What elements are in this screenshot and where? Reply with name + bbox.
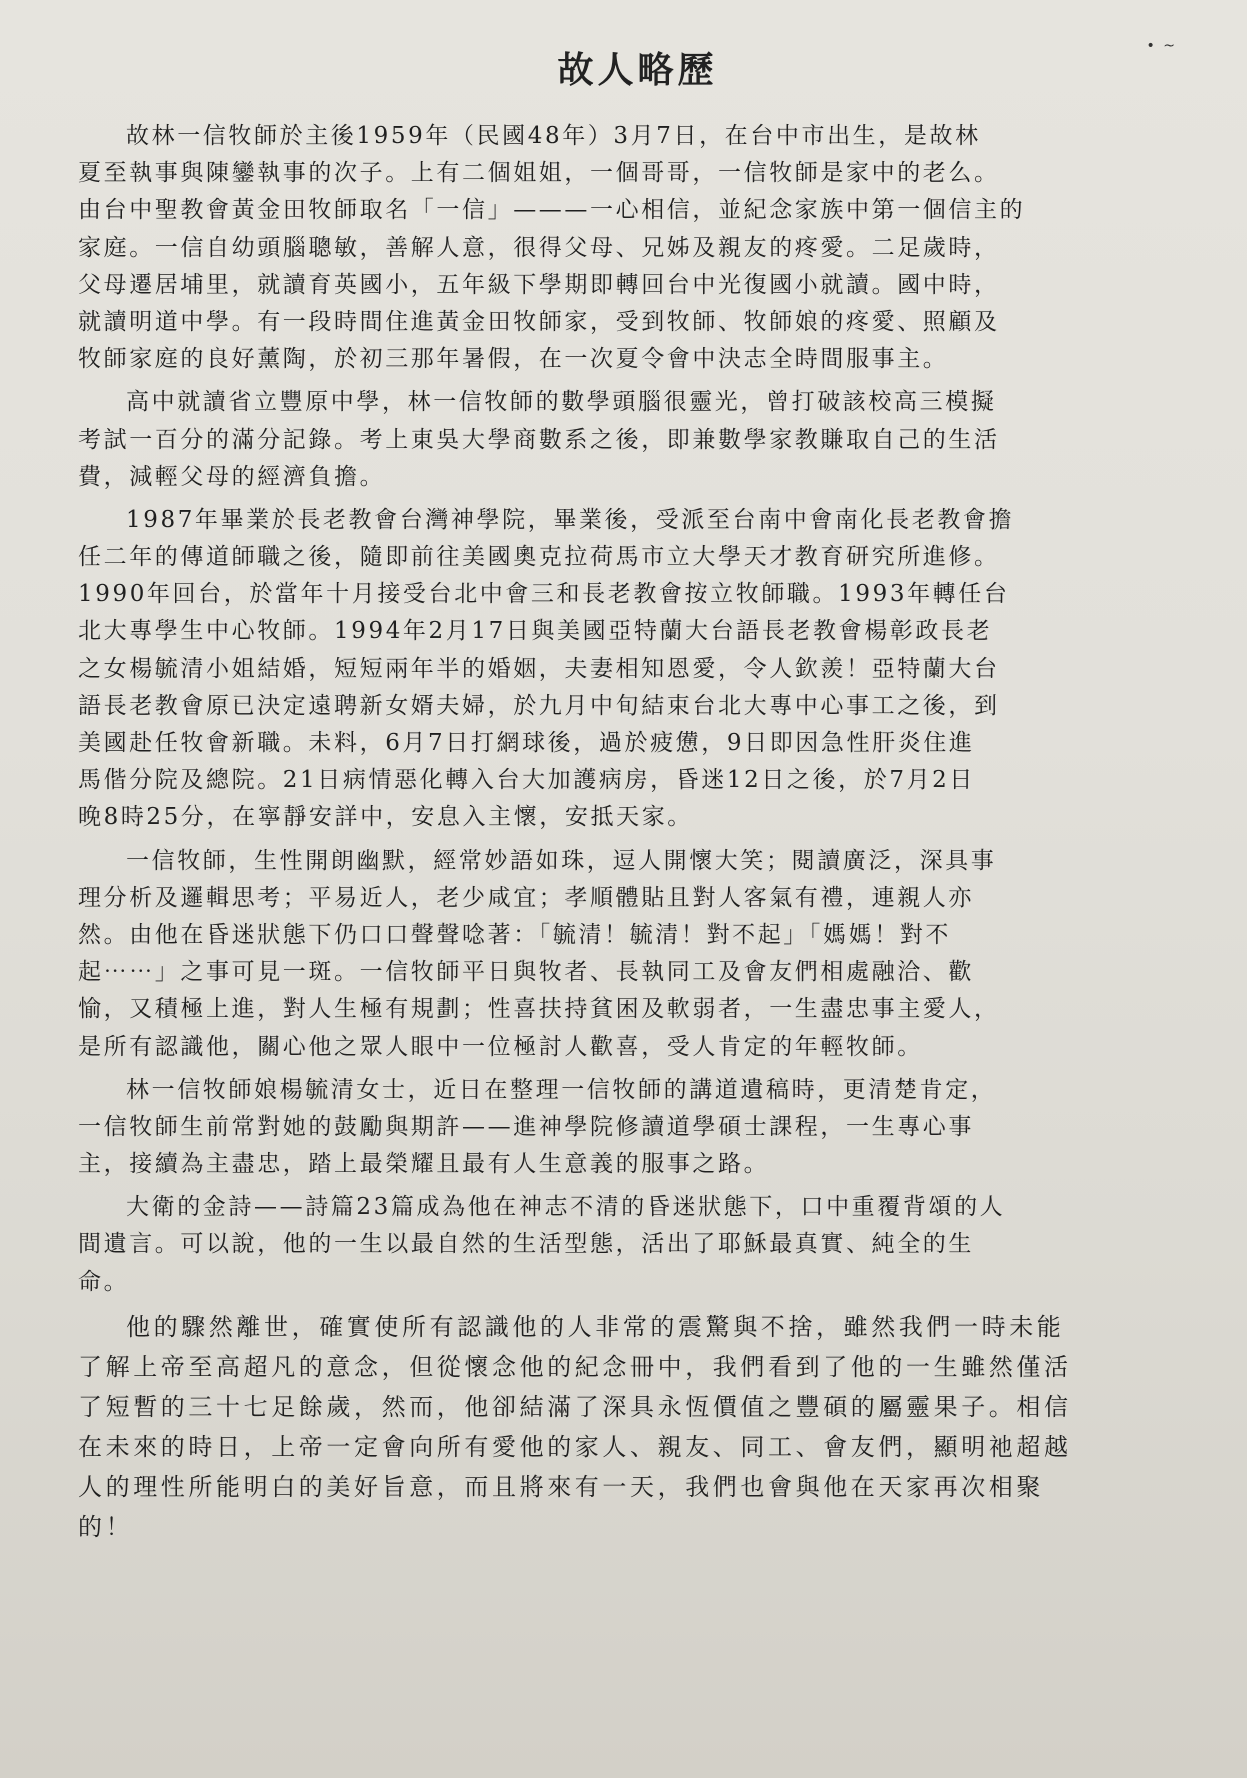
text-line: 了解上帝至高超凡的意念，但從懷念他的紀念冊中，我們看到了他的一生雖然僅活 <box>78 1352 1072 1381</box>
text-line: 1990年回台，於當年十月接受台北中會三和長老教會按立牧師職。1993年轉任台 <box>78 581 1010 608</box>
ink-speck-decoration: • ~ <box>1146 38 1177 54</box>
text-line: 在未來的時日，上帝一定會向所有愛他的家人、親友、同工、會友們，顯明祂超越 <box>78 1432 1072 1461</box>
text-line: 之女楊毓清小姐結婚，短短兩年半的婚姻，夫妻相知恩愛，令人欽羨！亞特蘭大台 <box>78 655 1000 682</box>
text-line: 美國赴任牧會新職。未料，6月7日打網球後，過於疲憊，9日即因急性肝炎住進 <box>78 730 975 756</box>
text-line: 語長老教會原已決定遠聘新女婿夫婦，於九月中旬結束台北大專中心事工之後，到 <box>78 692 1000 719</box>
text-line: 愉，又積極上進，對人生極有規劃；性喜扶持貧困及軟弱者，一生盡忠事主愛人， <box>78 996 1000 1023</box>
text-line: 一信牧師，生性開朗幽默，經常妙語如珠，逗人開懷大笑；閱讀廣泛，深具事 <box>126 847 997 874</box>
text-line: 就讀明道中學。有一段時間住進黃金田牧師家，受到牧師、牧師娘的疼愛、照顧及 <box>78 308 1000 335</box>
text-line: 理分析及邏輯思考；平易近人，老少咸宜；孝順體貼且對人客氣有禮，連親人亦 <box>78 884 974 911</box>
text-line: 然。由他在昏迷狀態下仍口口聲聲唸著：「毓清！毓清！對不起」「媽媽！對不 <box>78 921 951 948</box>
text-line: 1987年畢業於長老教會台灣神學院，畢業後，受派至台南中會南化長老教會擔 <box>126 506 1015 533</box>
text-line: 馬偕分院及總院。21日病情惡化轉入台大加護病房，昏迷12日之後，於7月2日 <box>78 767 975 794</box>
paragraph-character <box>78 843 1197 1066</box>
paragraph-closing <box>78 1307 1197 1547</box>
text-line: 起⋯⋯」之事可見一斑。一信牧師平日與牧者、長執同工及會友們相處融洽、歡 <box>78 959 974 986</box>
text-line: 夏至執事與陳鑾執事的次子。上有二個姐姐，一個哥哥，一信牧師是家中的老么。 <box>78 160 1000 187</box>
text-line: 間遺言。可以說，他的一生以最自然的生活型態，活出了耶穌最真實、純全的生 <box>78 1231 974 1258</box>
text-line: 父母遷居埔里，就讀育英國小，五年級下學期即轉回台中光復國小就讀。國中時， <box>78 271 1000 298</box>
text-line: 任二年的傳道師職之後，隨即前往美國奧克拉荷馬市立大學天才教育研究所進修。 <box>78 544 1000 571</box>
text-line: 高中就讀省立豐原中學，林一信牧師的數學頭腦很靈光，曾打破該校高三模擬 <box>126 389 997 416</box>
paragraph-ministry <box>78 502 1197 837</box>
text-line: 了短暫的三十七足餘歲，然而，他卻結滿了深具永恆價值之豐碩的屬靈果子。相信 <box>78 1392 1072 1421</box>
paragraph-wife <box>78 1072 1197 1184</box>
text-line: 故林一信牧師於主後1959年（民國48年）3月7日，在台中市出生，是故林 <box>126 123 981 149</box>
text-line: 主，接續為主盡忠，踏上最榮耀且最有人生意義的服事之路。 <box>78 1151 770 1178</box>
document-title: 故人略歷 <box>557 49 718 91</box>
text-line: 命。 <box>78 1268 130 1295</box>
text-line: 考試一百分的滿分記錄。考上東吳大學商數系之後，即兼數學家教賺取自己的生活 <box>78 426 1000 453</box>
paragraph-high-school <box>78 384 1197 496</box>
text-line: 大衛的金詩——詩篇23篇成為他在神志不清的昏迷狀態下，口中重覆背頌的人 <box>126 1194 1006 1221</box>
text-line: 的！ <box>78 1512 134 1541</box>
text-line: 由台中聖教會黃金田牧師取名「一信」———一心相信，並紀念家族中第一個信主的 <box>78 197 1026 224</box>
text-line: 人的理性所能明白的美好旨意，而且將來有一天，我們也會與他在天家再次相聚 <box>78 1472 1044 1501</box>
text-line: 一信牧師生前常對她的鼓勵與期許——進神學院修讀道學碩士課程，一生專心事 <box>78 1113 974 1140</box>
text-line: 他的驟然離世，確實使所有認識他的人非常的震驚與不捨，雖然我們一時未能 <box>126 1312 1065 1341</box>
text-line: 牧師家庭的良好薰陶，於初三那年暑假，在一次夏令會中決志全時間服事主。 <box>78 346 949 373</box>
text-line: 林一信牧師娘楊毓清女士，近日在整理一信牧師的講道遺稿時，更清楚肯定， <box>126 1076 997 1103</box>
text-line: 晚8時25分，在寧靜安詳中，安息入主懷，安抵天家。 <box>78 804 693 831</box>
text-line: 北大專學生中心牧師。1994年2月17日與美國亞特蘭大台語長老教會楊彰政長老 <box>78 618 993 645</box>
paragraph-psalm <box>78 1189 1197 1301</box>
paragraph-birth-childhood <box>78 118 1197 378</box>
text-line: 費，減輕父母的經濟負擔。 <box>78 463 386 490</box>
text-line: 家庭。一信自幼頭腦聰敏，善解人意，很得父母、兄姊及親友的疼愛。二足歲時， <box>78 234 1000 261</box>
text-line: 是所有認識他，關心他之眾人眼中一位極討人歡喜，受人肯定的年輕牧師。 <box>78 1033 923 1060</box>
